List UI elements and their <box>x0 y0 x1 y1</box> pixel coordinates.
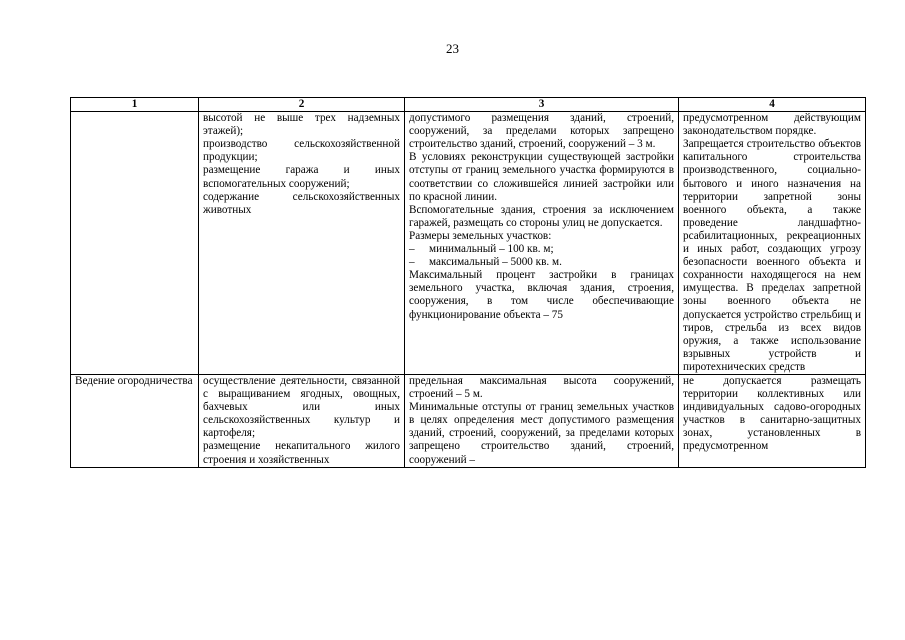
cell-paragraph: предусмотренном действующим законодательством порядке. <box>683 112 861 138</box>
column-header: 1 <box>71 98 199 112</box>
cell-paragraph: осуществление деятельности, связанной с выращиванием ягодных, овощных, бахчевых или иных сельскохозяйственных культур и картофеля; <box>203 374 400 440</box>
cell-paragraph: не допускается размещать территории коллективных или индивидуальных садово-огородных участков в санитарно-защитных зонах, установленных в предусмотренном <box>683 374 861 453</box>
regulations-table <box>70 97 866 468</box>
column-header: 2 <box>199 98 405 112</box>
table-cell <box>405 374 679 467</box>
cell-paragraph: размещение гаража и иных вспомогательных сооружений; <box>203 164 400 190</box>
cell-paragraph: Максимальный процент застройки в границах земельного участка, включая здания, строения, сооружения, в том числе обеспечивающие функционирование объекта – 75 <box>409 269 674 321</box>
table-cell <box>71 374 199 467</box>
cell-paragraph: предельная максимальная высота сооружений, строений – 5 м. <box>409 374 674 401</box>
cell-paragraph: производство сельскохозяйственной продукции; <box>203 138 400 164</box>
cell-paragraph: В условиях реконструкции существующей застройки отступы от границ земельного участка формируются в соответствии со сложившейся линией застройки или по красной линии. <box>409 151 674 203</box>
cell-paragraph: размещение некапитального жилого строения и хозяйственных <box>203 440 400 466</box>
column-header: 3 <box>405 98 679 112</box>
cell-paragraph: Вспомогательные здания, строения за исключением гаражей, размещать со стороны улиц не допускается. <box>409 203 674 229</box>
cell-paragraph: Размеры земельных участков: <box>409 229 552 242</box>
cell-paragraph: Минимальные отступы от границ земельных участков в целях определения мест допустимого размещения зданий, строений, сооружений, за пределами которых запрещено строительство зданий, строений, сооружений – <box>409 401 674 466</box>
table-cell <box>405 112 679 375</box>
column-header: 4 <box>679 98 866 112</box>
table-cell <box>199 374 405 467</box>
table-cell <box>679 112 866 375</box>
cell-paragraph: высотой не выше трех надземных этажей); <box>203 112 400 138</box>
table-cell <box>199 112 405 375</box>
table-cell <box>71 112 199 375</box>
list-item: – максимальный – 5000 кв. м. <box>409 256 562 269</box>
cell-paragraph: Запрещается строительство объектов капитального строительства производственного, социально-бытового и иного назначения на территории запретной зоны военного объекта, а также проведение ландшафтно-рсабилитационных, рекреационных и иных работ, создающих угрозу безопасности военного объекта и сохранности находящегося на нем имущества. В пределах запретной зоны военного объекта не допускается устройство стрельбищ и тиров, стрельба из всех видов оружия, а также использование взрывных устройств и пиротехнических средств <box>683 138 861 373</box>
cell-paragraph: Ведение огородничества <box>75 374 193 387</box>
cell-paragraph: допустимого размещения зданий, строений, сооружений, за пределами которых запрещено строительство зданий, строений, сооружений – 3 м. <box>409 112 674 151</box>
table-row <box>71 112 866 375</box>
cell-paragraph: содержание сельскохозяйственных животных <box>203 190 400 216</box>
table-cell <box>679 374 866 467</box>
table-row <box>71 374 866 467</box>
list-item: – минимальный – 100 кв. м; <box>409 243 554 256</box>
page-number: 23 <box>446 41 459 56</box>
table-header-row <box>71 98 866 112</box>
